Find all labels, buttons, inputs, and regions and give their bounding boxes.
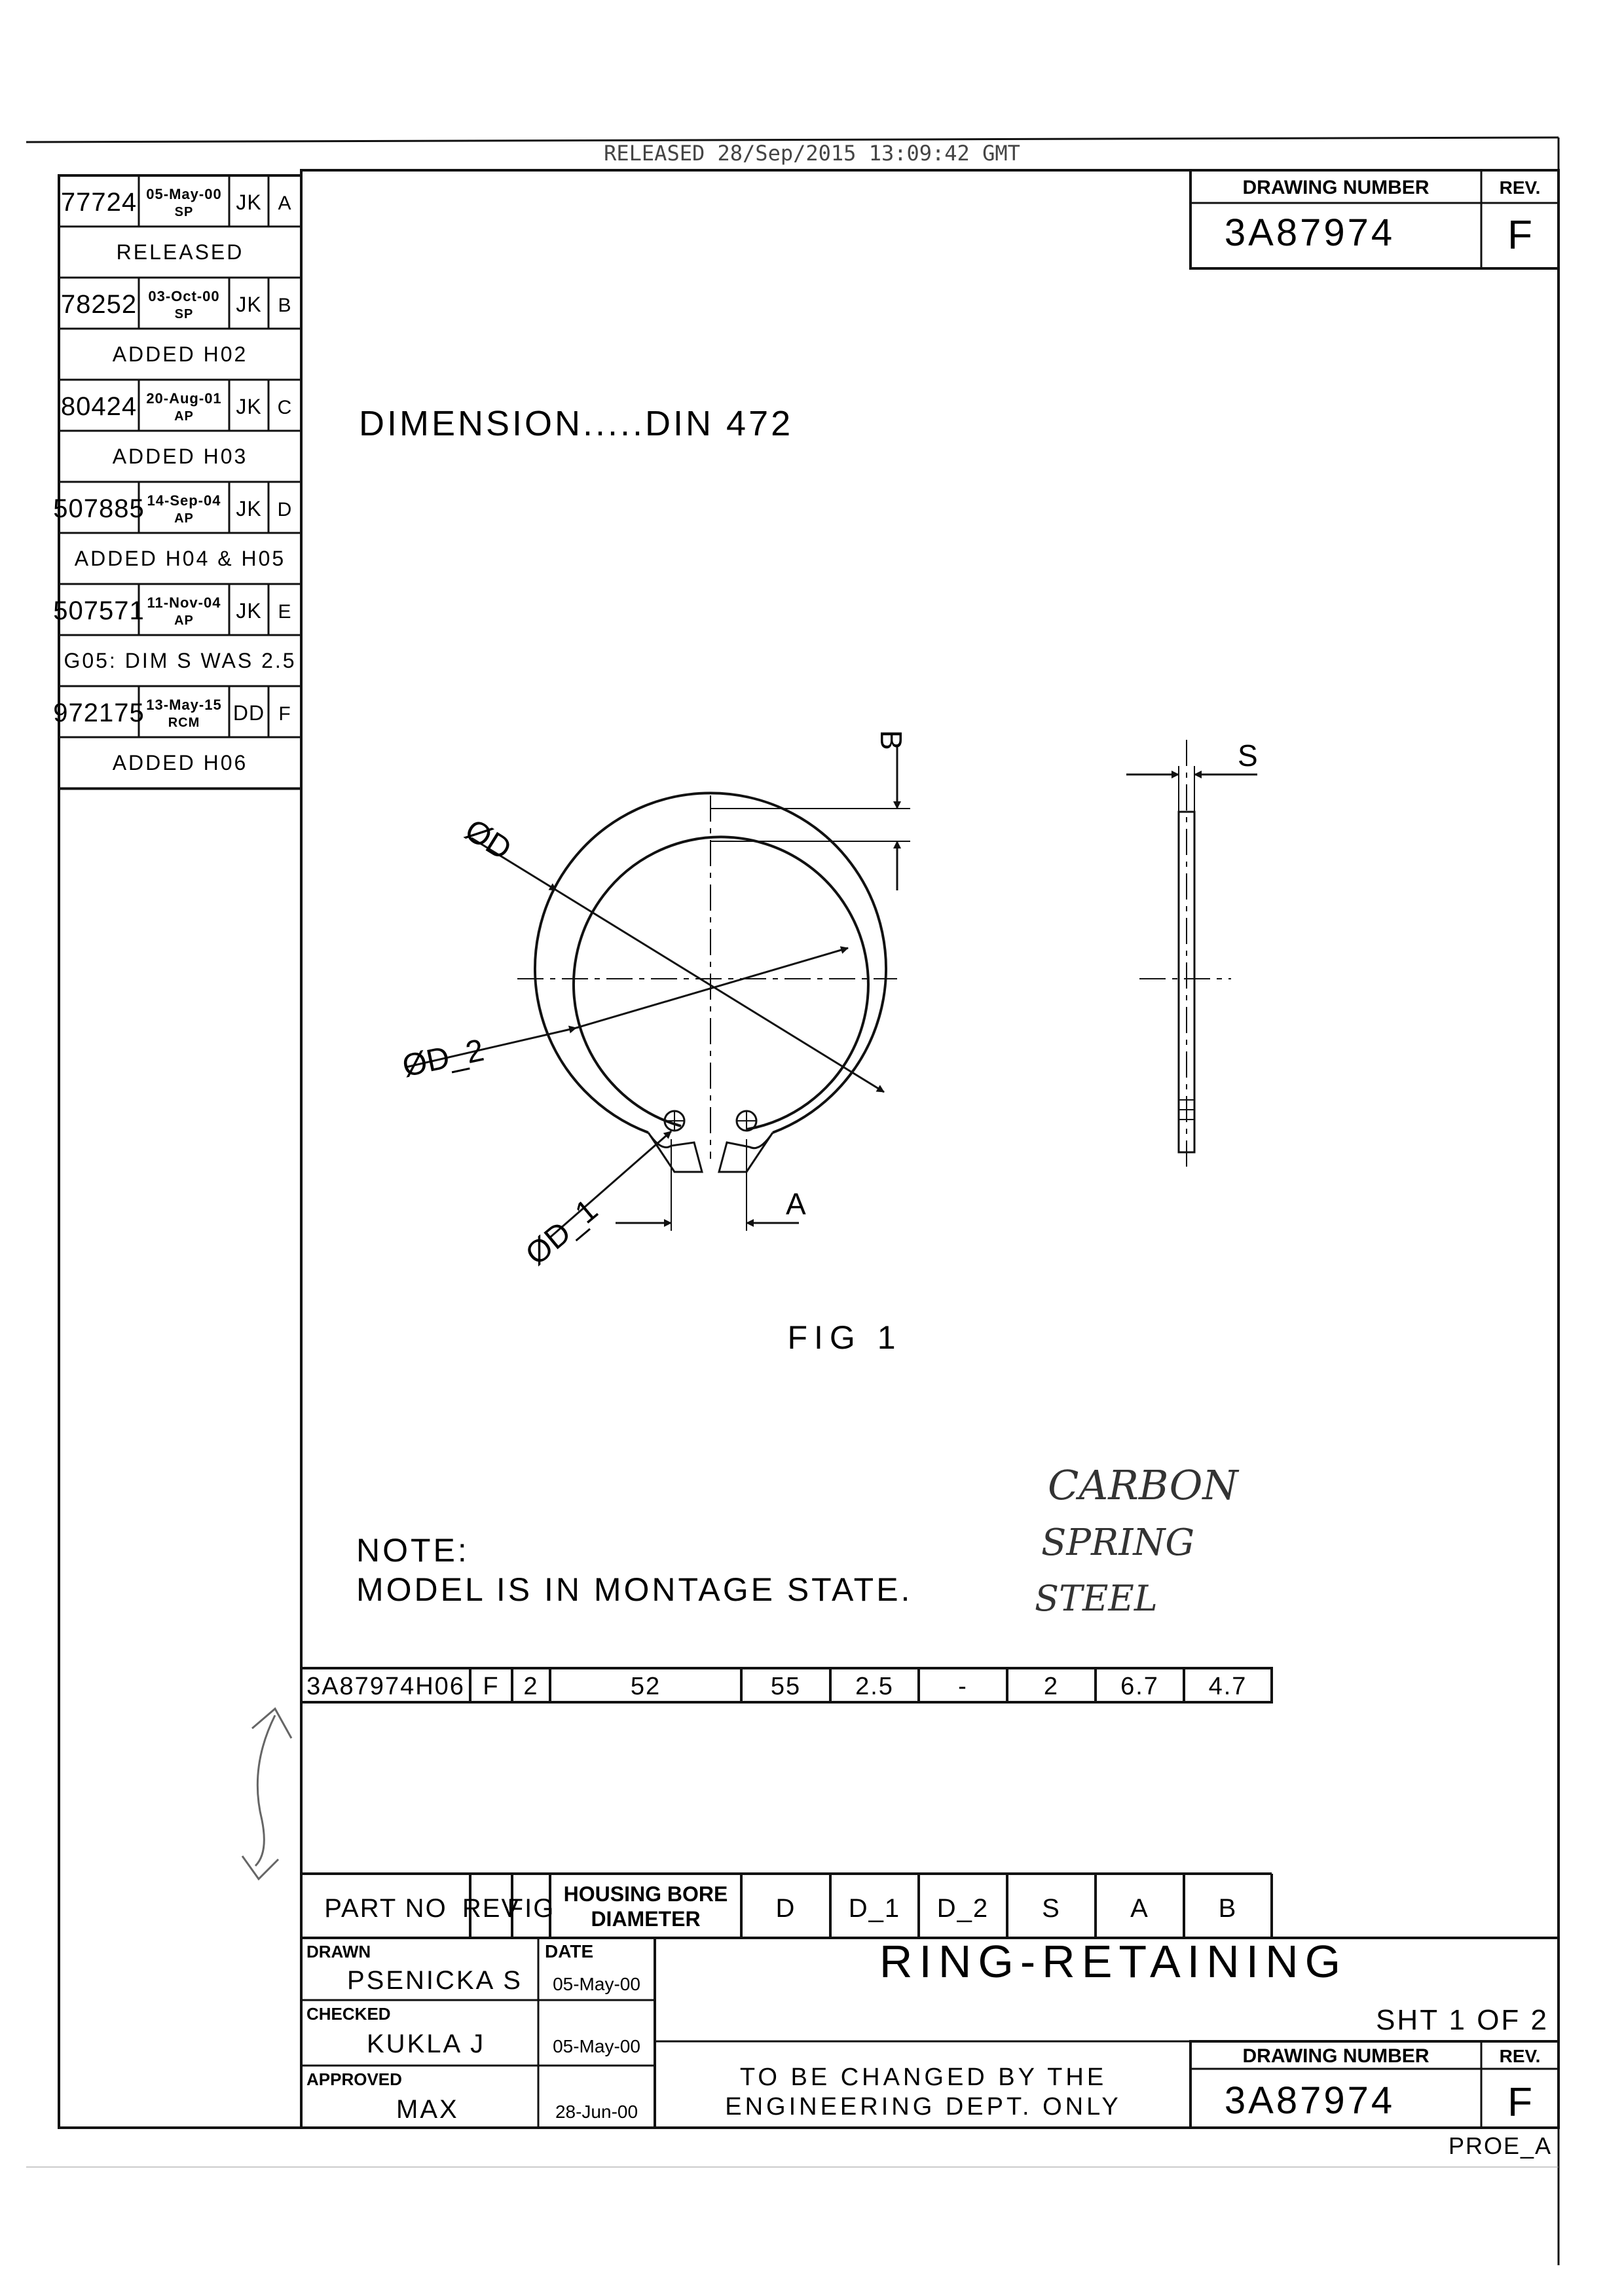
date-label: DATE xyxy=(545,1941,594,1961)
rev-initials: RCM xyxy=(168,716,200,730)
rev-date: 03-Oct-00 xyxy=(148,288,220,304)
parts-cell: 2.5 xyxy=(855,1673,894,1700)
parts-header-cell: A xyxy=(1130,1894,1149,1923)
drawing-title: RING-RETAINING xyxy=(879,1936,1348,1987)
parts-header-cell: PART NO xyxy=(324,1894,447,1923)
handwritten-line-1: CARBON xyxy=(1048,1461,1238,1509)
rev-label-bottom: REV. xyxy=(1499,2046,1541,2066)
rev-description: RELEASED xyxy=(116,240,244,264)
rev-label: REV. xyxy=(1499,177,1541,198)
rev-initials: SP xyxy=(174,307,194,321)
checked-label: CHECKED xyxy=(306,2004,391,2024)
parts-data-row xyxy=(301,1668,1272,1702)
drawn-by: PSENICKA S xyxy=(347,1966,523,1995)
revision-letter-bottom: F xyxy=(1507,2080,1532,2125)
header-housing-bore-line-2: DIAMETER xyxy=(591,1907,701,1931)
figure-label: FIG 1 xyxy=(787,1319,902,1356)
rev-by: JK xyxy=(236,293,262,316)
rev-date: 13-May-15 xyxy=(146,697,222,713)
rev-by: JK xyxy=(236,599,262,623)
rev-description: ADDED H04 & H05 xyxy=(74,547,286,570)
note-text: MODEL IS IN MONTAGE STATE. xyxy=(356,1571,913,1608)
approved-label: APPROVED xyxy=(306,2069,402,2089)
rev-by: JK xyxy=(236,497,262,520)
rev-description: G05: DIM S WAS 2.5 xyxy=(64,649,297,672)
handwritten-line-3: STEEL xyxy=(1035,1578,1158,1619)
rev-initials: AP xyxy=(174,409,194,424)
rev-date: 11-Nov-04 xyxy=(147,594,221,611)
parts-header-cell: D_2 xyxy=(936,1894,989,1923)
rev-initials: AP xyxy=(174,613,194,628)
parts-cell: 52 xyxy=(630,1673,661,1700)
parts-header-row xyxy=(301,1874,1272,1938)
rev-letter: A xyxy=(278,192,292,214)
change-note-line-2: ENGINEERING DEPT. ONLY xyxy=(725,2093,1122,2121)
handwritten-note xyxy=(1035,1461,1240,1619)
handwritten-line-2: SPRING xyxy=(1041,1522,1195,1564)
rev-letter: E xyxy=(278,601,292,623)
parts-header-cell: D xyxy=(775,1894,796,1923)
change-note-line-1: TO BE CHANGED BY THE xyxy=(739,2064,1107,2091)
revision-letter: F xyxy=(1507,213,1532,258)
rev-ecn: 507571 xyxy=(53,596,145,625)
released-stamp: RELEASED 28/Sep/2015 13:09:42 GMT xyxy=(604,141,1020,166)
parts-header-cell: FIG xyxy=(507,1894,555,1923)
drawing-number: 3A87974 xyxy=(1224,211,1395,254)
header-housing-bore-line-1: HOUSING BORE xyxy=(563,1882,728,1906)
main-border xyxy=(301,170,1559,2128)
rev-letter: B xyxy=(278,295,292,316)
drawing-number-label-bottom: DRAWING NUMBER xyxy=(1242,2045,1430,2067)
parts-cell: 4.7 xyxy=(1208,1673,1247,1700)
parts-header-cell: REV xyxy=(462,1894,521,1923)
checked-date: 05-May-00 xyxy=(553,2036,640,2056)
rev-ecn: 507885 xyxy=(53,494,145,523)
parts-cell: 2 xyxy=(1043,1673,1060,1700)
sheet-number: SHT 1 OF 2 xyxy=(1376,2004,1549,2036)
rev-by: JK xyxy=(236,191,262,214)
rev-ecn: 972175 xyxy=(53,699,145,727)
rev-ecn: 78252 xyxy=(60,290,138,319)
dim-d1-label: ØD_1 xyxy=(519,1192,604,1273)
dim-b-label: B xyxy=(874,730,908,750)
rev-initials: SP xyxy=(174,205,194,219)
rev-by: JK xyxy=(236,395,262,418)
parts-cell: 6.7 xyxy=(1120,1673,1159,1700)
approved-by: MAX xyxy=(396,2095,459,2124)
rev-date: 14-Sep-04 xyxy=(147,492,221,509)
dim-d2-label: ØD_2 xyxy=(399,1032,487,1084)
checked-by: KUKLA J xyxy=(367,2030,486,2058)
parts-header-cell: D_1 xyxy=(848,1894,901,1923)
approved-date: 28-Jun-00 xyxy=(555,2102,638,2122)
drawing-number-block-top xyxy=(1190,170,1559,268)
drawn-label: DRAWN xyxy=(306,1942,371,1961)
rev-letter: D xyxy=(277,499,293,520)
parts-header-cell: S xyxy=(1042,1894,1061,1923)
drawing-number-bottom: 3A87974 xyxy=(1224,2079,1395,2122)
rev-ecn: 80424 xyxy=(60,392,138,421)
rev-date: 20-Aug-01 xyxy=(146,390,222,407)
drawing-number-label: DRAWING NUMBER xyxy=(1242,177,1430,198)
rev-description: ADDED H06 xyxy=(112,751,248,774)
dimension-note: DIMENSION.....DIN 472 xyxy=(359,404,794,443)
rev-date: 05-May-00 xyxy=(146,186,222,202)
parts-cell: 3A87974H06 xyxy=(306,1673,465,1700)
dim-s-label: S xyxy=(1238,738,1258,773)
rev-description: ADDED H02 xyxy=(112,342,248,366)
rev-description: ADDED H03 xyxy=(112,445,248,468)
parts-cell: 2 xyxy=(523,1673,539,1700)
note-heading: NOTE: xyxy=(356,1532,470,1569)
parts-cell: 55 xyxy=(770,1673,802,1700)
parts-cell: - xyxy=(958,1673,968,1700)
rev-initials: AP xyxy=(174,511,194,526)
format-label: PROE_A xyxy=(1448,2132,1552,2159)
parts-cell: F xyxy=(483,1673,500,1700)
rev-ecn: 77724 xyxy=(60,188,138,217)
handwritten-arrow xyxy=(242,1709,291,1879)
ring-side-view xyxy=(1126,740,1257,1172)
rev-letter: F xyxy=(278,703,291,725)
dim-d-label: ØD xyxy=(458,812,517,867)
rev-letter: C xyxy=(277,397,293,418)
rev-by: DD xyxy=(232,701,265,725)
parts-header-cell: B xyxy=(1218,1894,1238,1923)
dim-a-label: A xyxy=(786,1187,806,1221)
drawn-date: 05-May-00 xyxy=(553,1974,640,1994)
